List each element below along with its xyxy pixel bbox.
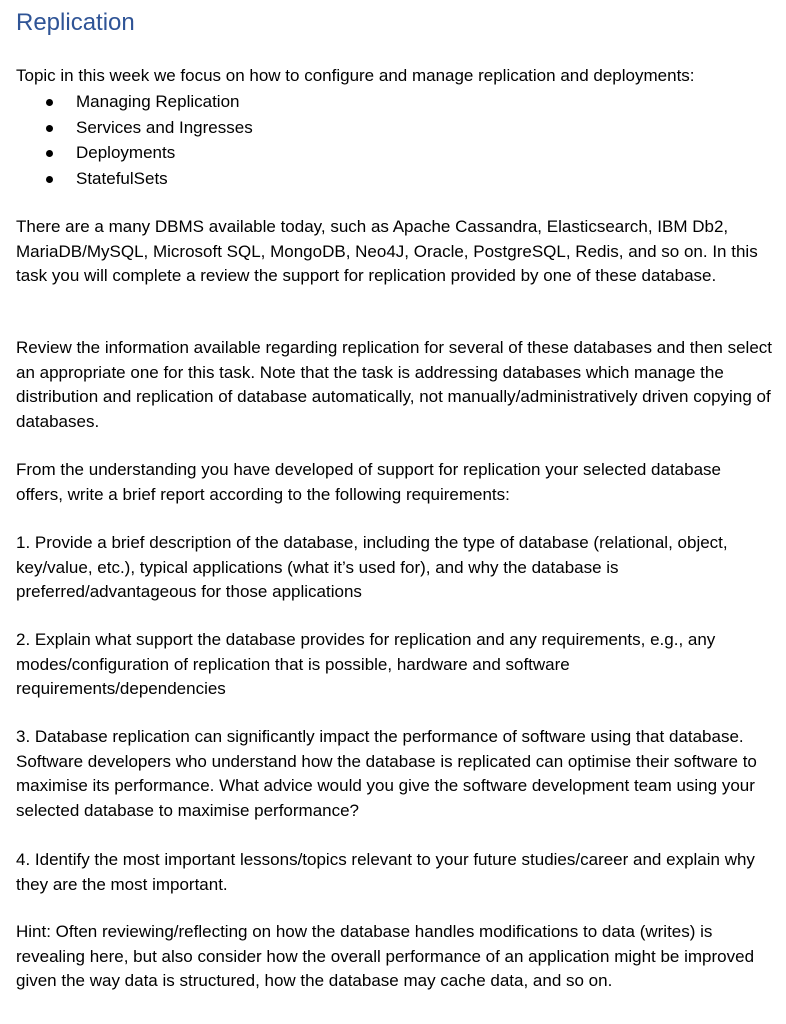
topic-item bbox=[16, 140, 253, 166]
bullet-icon bbox=[46, 99, 53, 106]
requirement-3: 3. Database replication can significantly impact the performance of software using that database. Software developers who understand how the database is replicated can optimise their software to maximise its performance. What advice would you give the software development team using your selected database to maximise performance? bbox=[16, 727, 757, 820]
topic-item bbox=[16, 115, 253, 141]
report-requirements-intro: From the understanding you have developed of support for replication your selected database offers, write a brief report according to the following requirements: bbox=[16, 460, 722, 504]
topic-label: Managing Replication bbox=[76, 92, 240, 111]
requirement-4: 4. Identify the most important lessons/topics relevant to your future studies/career and explain why they are the most important. bbox=[16, 850, 755, 894]
review-instructions-paragraph: Review the information available regarding replication for several of these databases and then select an appropriate one for this task. Note that the task is addressing databases which manage the distribution and replication of database automatically, not manually/administratively driven copying of databases. bbox=[16, 338, 773, 431]
dbms-overview-paragraph: There are a many DBMS available today, such as Apache Cassandra, Elasticsearch, IBM Db2, MariaDB/MySQL, Microsoft SQL, MongoDB, Neo4J, Oracle, PostgreSQL, Redis, and so on. In this task you will complete a review the support for replication provided by one of these database. bbox=[16, 217, 758, 285]
bullet-icon bbox=[46, 150, 53, 157]
topic-item bbox=[16, 166, 253, 192]
intro-text: Topic in this week we focus on how to configure and manage replication and deployments: bbox=[16, 66, 695, 85]
hint-paragraph: Hint: Often reviewing/reflecting on how the database handles modifications to data (writes) is revealing here, but also consider how the overall performance of an application might be improved given the way data is structured, how the database may cache data, and so on. bbox=[16, 922, 755, 990]
page-title: Replication bbox=[16, 9, 135, 36]
requirement-1: 1. Provide a brief description of the database, including the type of database (relational, object, key/value, etc.), typical applications (what it’s used for), and why the database is preferred/advantageous for those applications bbox=[16, 533, 728, 601]
topic-list bbox=[16, 89, 253, 191]
requirement-2: 2. Explain what support the database provides for replication and any requirements, e.g., any modes/configuration of replication that is possible, hardware and software requirements/dependencies bbox=[16, 630, 716, 698]
topic-item bbox=[16, 89, 253, 115]
topic-label: Services and Ingresses bbox=[76, 117, 253, 137]
topic-label: Deployments bbox=[76, 143, 176, 162]
bullet-icon bbox=[46, 176, 53, 183]
bullet-icon bbox=[46, 125, 53, 132]
topic-label: StatefulSets bbox=[76, 168, 168, 188]
